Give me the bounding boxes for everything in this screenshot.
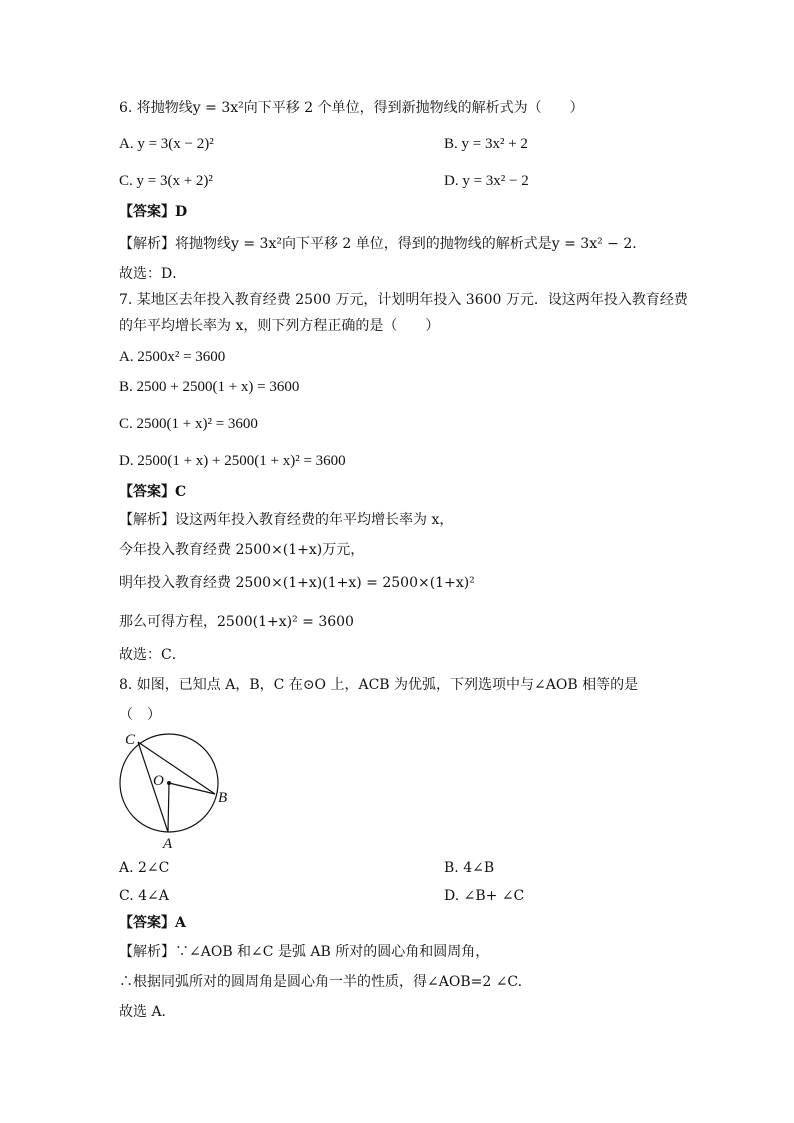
q6-conclusion: 故选：D．	[119, 266, 187, 282]
q6-option-d: D. y = 3x² − 2	[444, 173, 529, 189]
q7-answer: 【答案】C	[119, 484, 187, 500]
q6-answer: 【答案】D	[119, 204, 188, 220]
q7-analysis-line4: 那么可得方程，2500(1+x)² = 3600	[119, 614, 354, 630]
q8-answer: 【答案】A	[119, 915, 186, 931]
label-c: C	[125, 732, 136, 748]
center-point	[167, 781, 171, 785]
label-b: B	[218, 790, 228, 806]
q8-option-a: A. 2∠C	[119, 860, 170, 876]
q8-analysis-line2: ∴根据同弧所对的圆周角是圆心角一半的性质，得∠AOB=2 ∠C.	[119, 974, 523, 990]
q7-option-c: C. 2500(1 + x)² = 3600	[119, 416, 258, 432]
q7-analysis-line1: 【解析】设这两年投入教育经费的年平均增长率为 x，	[119, 512, 454, 528]
q8-option-d: D. ∠B+ ∠C	[444, 888, 525, 904]
q7-option-a: A. 2500x² = 3600	[119, 349, 226, 365]
chord-cb	[138, 742, 215, 794]
q8-stem-line2: （ ）	[119, 707, 161, 723]
q7-option-b: B. 2500 + 2500(1 + x) = 3600	[119, 379, 300, 395]
q7-stem-line1: 7. 某地区去年投入教育经费 2500 万元，计划明年投入 3600 万元．设这两年投入教育经费	[119, 292, 688, 308]
label-o: O	[153, 773, 164, 789]
q6-stem: 6. 将抛物线y = 3x²向下平移 2 个单位，得到新抛物线的解析式为（ ）	[119, 100, 584, 116]
radius-oa	[168, 783, 169, 832]
q6-option-b: B. y = 3x² + 2	[444, 136, 528, 152]
q6-option-c: C. y = 3(x + 2)²	[119, 173, 213, 189]
q6-option-a: A. y = 3(x − 2)²	[119, 136, 214, 152]
q7-analysis-line3: 明年投入教育经费 2500×(1+x)(1+x) = 2500×(1+x)²	[119, 575, 475, 591]
q7-conclusion: 故选：C．	[119, 647, 186, 663]
q8-option-c: C. 4∠A	[119, 888, 169, 904]
q8-conclusion: 故选 A．	[119, 1004, 176, 1020]
q8-analysis-line1: 【解析】∵∠AOB 和∠C 是弧 AB 所对的圆心角和圆周角，	[119, 944, 490, 960]
circle-figure	[112, 728, 242, 852]
q7-analysis-line2: 今年投入教育经费 2500×(1+x)万元，	[119, 542, 365, 558]
q8-stem-line1: 8. 如图，已知点 A，B，C 在⊙O 上，ACB 为优弧，下列选项中与∠AOB 相等的是	[119, 677, 639, 693]
q7-option-d: D. 2500(1 + x) + 2500(1 + x)² = 3600	[119, 453, 346, 469]
q6-analysis: 【解析】将抛物线y = 3x²向下平移 2 单位，得到的抛物线的解析式是y = 3x² − 2．	[119, 236, 647, 252]
q7-stem-line2: 的年平均增长率为 x，则下列方程正确的是（ ）	[119, 318, 440, 334]
label-a: A	[163, 836, 173, 852]
radius-ob	[169, 783, 215, 794]
q8-option-b: B. 4∠B	[444, 860, 495, 876]
